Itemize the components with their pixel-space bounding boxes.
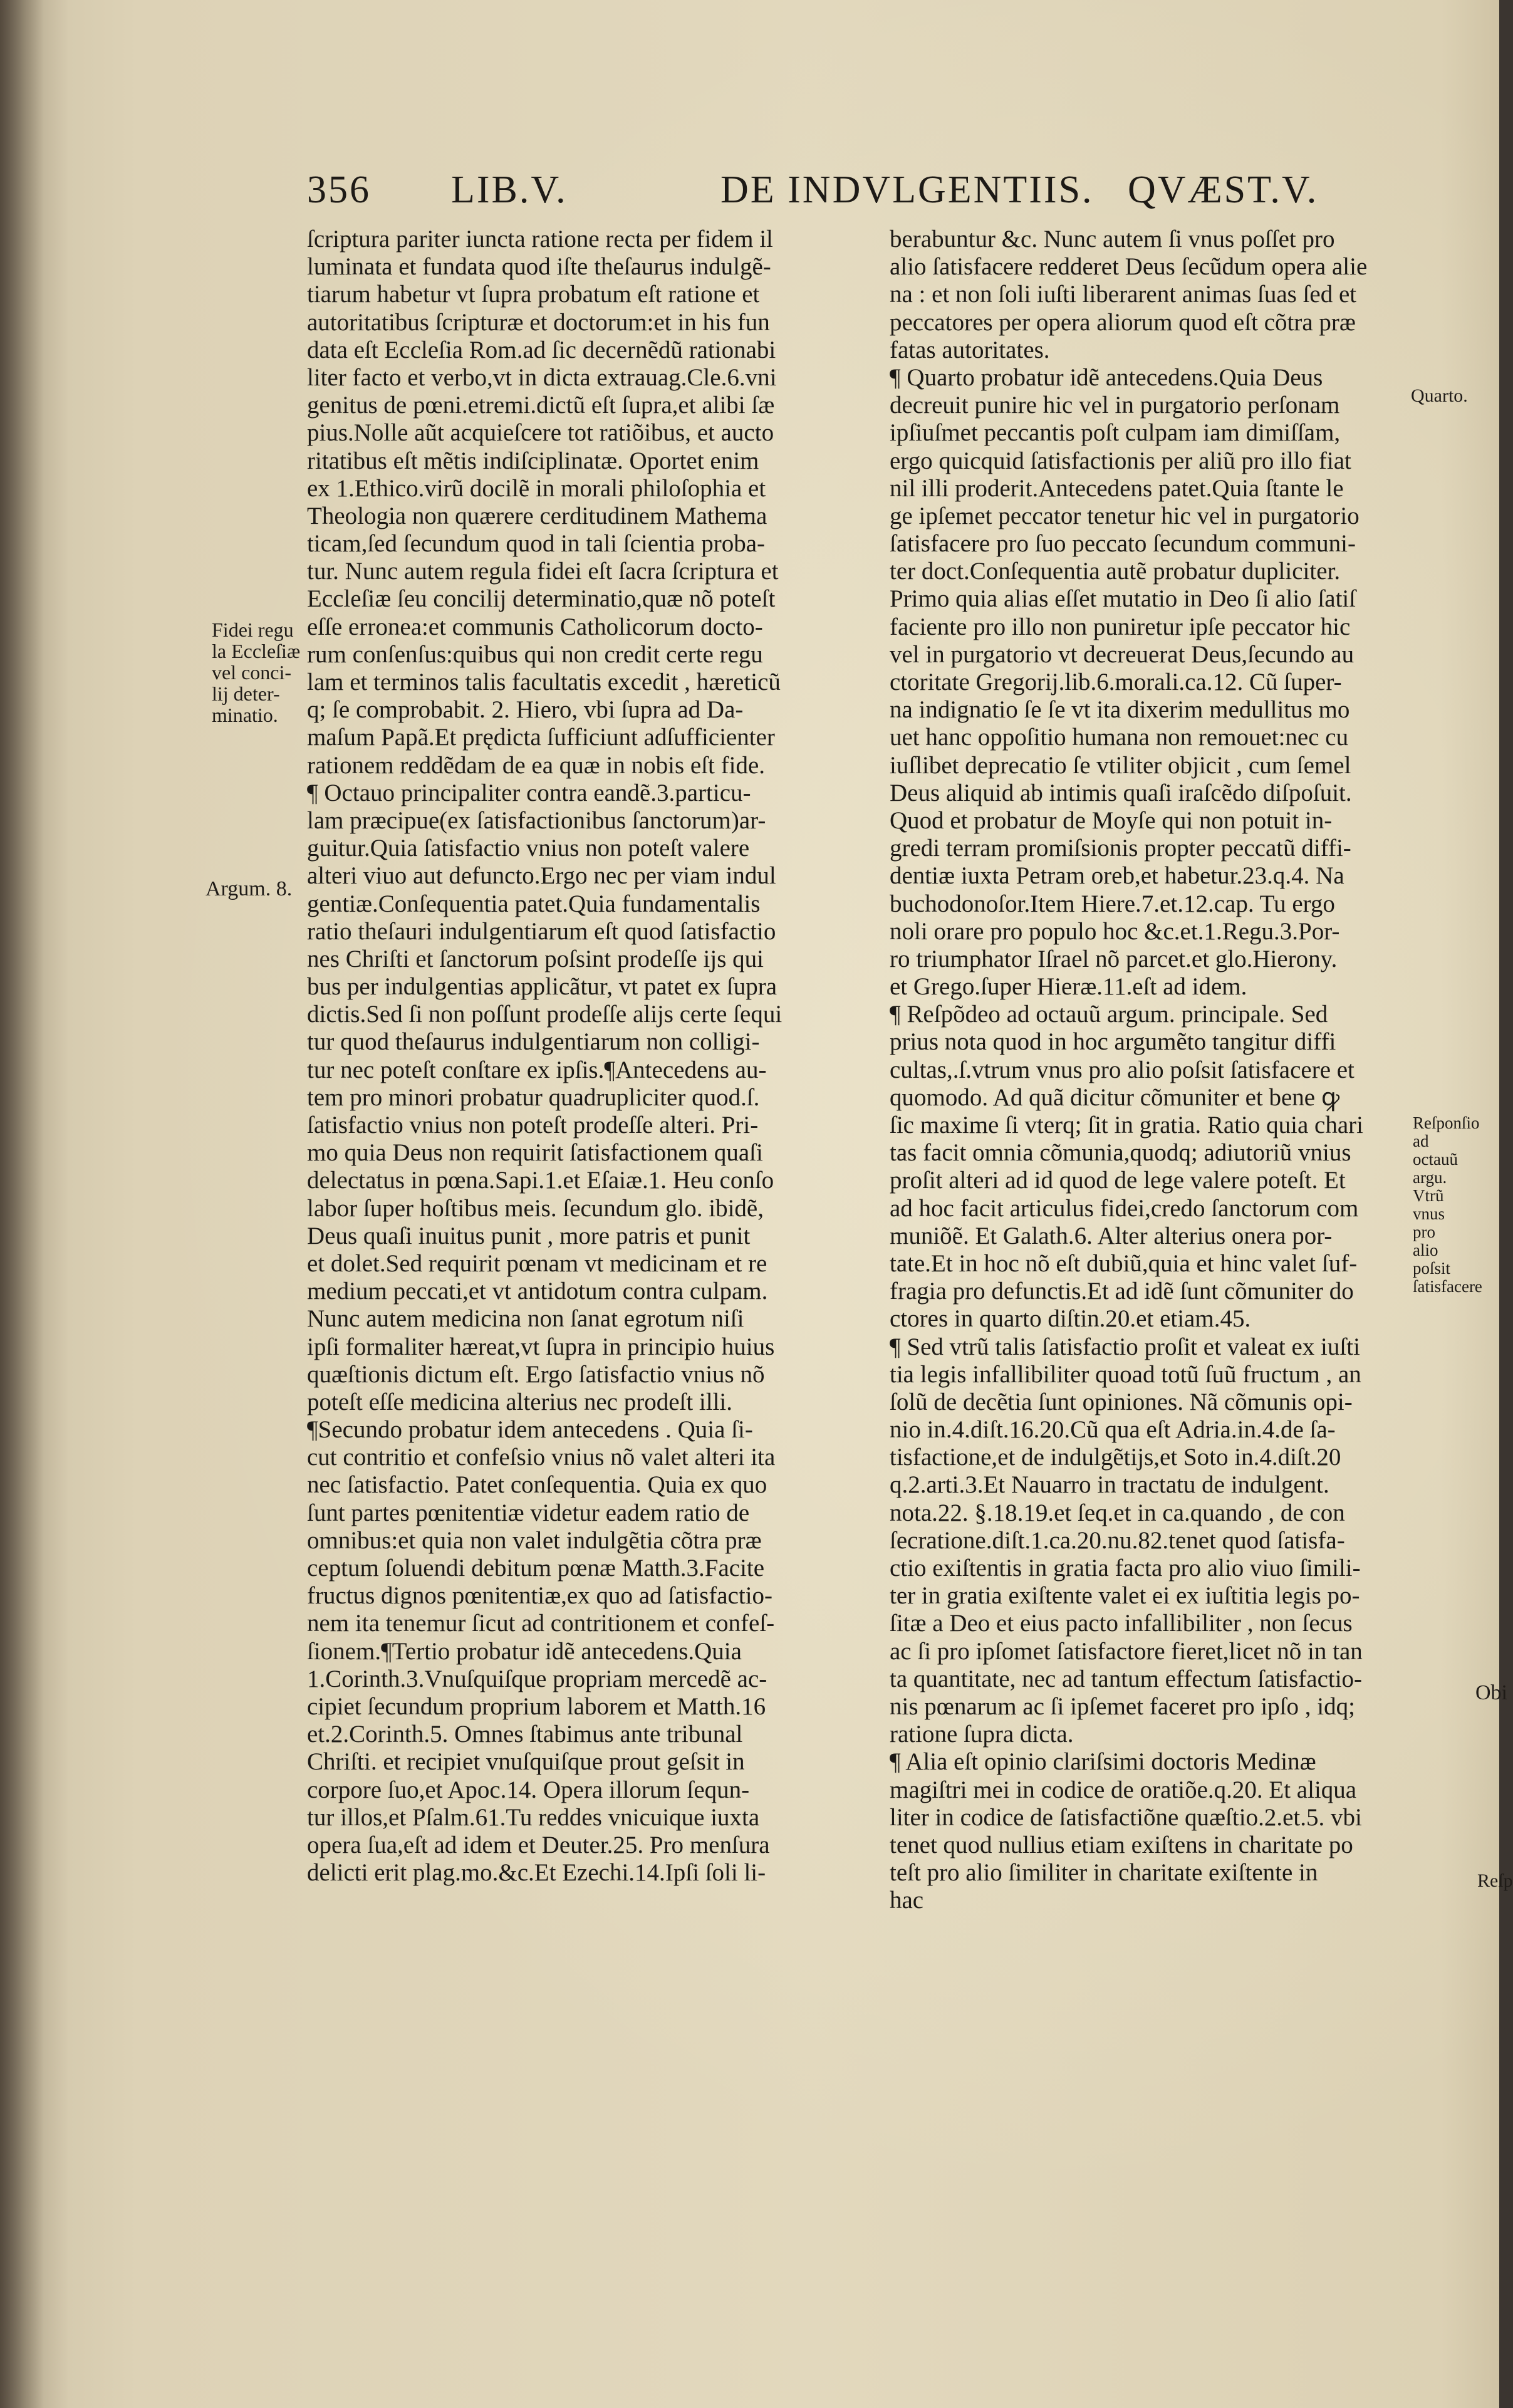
text-line: ſatisfacere pro ſuo peccato ſecundum communi- [890,530,1356,558]
text-line: liter in codice de ſatisfactiõne quæſtio.2.et.5. vbi [890,1803,1362,1831]
text-line: muniõẽ. Et Galath.6. Alter alterius onera por- [890,1222,1333,1249]
text-line: guitur.Quia ſatisfactio vnius non poteſt valere [307,835,750,862]
text-line: magiſtri mei in codice de oratiõe.q.20. Et aliqua [890,1776,1357,1803]
text-line: corpore ſuo,et Apoc.14. Opera illorum ſequn- [307,1776,750,1803]
text-line: ſecratione.diſt.1.ca.20.nu.82.tenet quod ſatisfa- [890,1526,1345,1554]
text-line: ter doct.Conſequentia autẽ probatur dupliciter. [890,558,1341,585]
text-line: tiarum habetur vt ſupra probatum eſt ratione et [307,281,760,308]
text-line: ſcriptura pariter iuncta ratione recta per fidem il [307,226,773,253]
text-line: berabuntur &c. Nunc autem ſi vnus poſſet pro [890,226,1335,253]
text-line: Chriſti. et recipiet vnuſquiſque prout geſsit in [307,1748,745,1776]
text-line: fragia pro defunctis.Et ad idẽ ſunt cõmuniter do [890,1278,1354,1305]
text-line: opera ſua,eſt ad idem et Deuter.25. Pro menſura [307,1831,770,1858]
text-line: ſitæ a Deo et eius pacto infallibiliter , non ſecus [890,1610,1353,1637]
text-line: luminata et fundata quod iſte theſaurus indulgẽ- [307,253,771,281]
text-line: na : et non ſoli iuſti liberarent animas ſuas ſed et [890,281,1357,308]
text-line: tate.Et in hoc nõ eſt dubiũ,quia et hinc valet ſuf- [890,1249,1358,1277]
text-line: tur. Nunc autem regula fidei eſt ſacra ſcriptura et [307,558,779,585]
text-line: ta quantitate, nec ad tantum effectum ſatisfactio- [890,1665,1363,1692]
text-line: ¶ Alia eſt opinio clariſsimi doctoris Medinæ [890,1748,1316,1776]
text-line: gentiæ.Conſequentia patet.Quia fundamentalis [307,890,761,917]
text-line: fatas autoritates. [890,336,1050,363]
text-line: ergo quicquid ſatisfactionis per aliũ pro illo fiat [890,447,1351,474]
text-line: et.2.Corinth.5. Omnes ſtabimus ante tribunal [307,1721,743,1748]
text-line: omnibus:et quia non valet indulgẽtia cõtra præ [307,1526,762,1554]
text-line: tur quod theſaurus indulgentiarum non colligi- [307,1028,760,1056]
text-line: q; ſe comprobabit. 2. Hiero, vbi ſupra ad Da- [307,696,744,724]
text-line: Quod et probatur de Moyſe qui non potuit in- [890,806,1333,834]
text-line: tur nec poteſt conſtare ex ipſis.¶Antecedens au- [307,1056,767,1083]
text-line: proſit alteri ad id quod de lege valere poteſt. Et [890,1167,1346,1194]
text-line: ¶ Octauo principaliter contra eandẽ.3.particu- [307,779,751,806]
text-line: iuſlibet deprecatio ſe vtiliter objicit , cum ſemel [890,751,1351,779]
text-line: na indignatio ſe ſe vt ita dixerim medullitus mo [890,696,1350,724]
text-line: ticam,ſed ſecundum quod in tali ſcientia proba- [307,530,766,558]
text-line: Deus aliquid ab intimis quaſi iraſcẽdo diſpoſuit. [890,779,1352,806]
text-line: nota.22. §.18.19.et ſeq.et in ca.quando , de con [890,1499,1345,1526]
text-line: poteſt eſſe medicina alterius nec prodeſt illi. [307,1388,733,1415]
text-line: cipiet ſecundum proprium laborem et Matth.16 [307,1692,766,1720]
text-line: vel in purgatorio vt decreuerat Deus,ſecundo au [890,640,1354,668]
text-line: q.2.arti.3.Et Nauarro in tractatu de indulgent. [890,1471,1329,1499]
right-text-column [890,226,1410,1914]
text-line: ctoritate Gregorij.lib.6.morali.ca.12. Cũ ſuper- [890,669,1342,696]
text-line: ex 1.Ethico.virũ docilẽ in morali philoſophia et [307,474,766,502]
text-line: pius.Nolle aũt acquieſcere tot ratiõibus, et aucto [307,419,774,447]
text-line: ſunt partes pœnitentiæ videtur eadem ratio de [307,1499,750,1526]
margin-note-obi: Obi [1475,1681,1507,1704]
text-line: quæſtionis dictum eſt. Ergo ſatisfactio vnius nõ [307,1360,765,1388]
text-line: buchodonoſor.Item Hiere.7.et.12.cap. Tu ergo [890,890,1335,917]
text-line: et dolet.Sed requirit pœnam vt medicinam et re [307,1249,767,1277]
text-line: cut contritio et confeſsio vnius nõ valet alteri ita [307,1444,776,1471]
text-line: faciente pro illo non puniretur ipſe peccator hic [890,613,1351,640]
text-line: autoritatibus ſcripturæ et doctorum:et in his fun [307,308,770,336]
text-line: tas facit omnia cõmunia,quodq; adiutoriũ vnius [890,1139,1351,1167]
text-line: ratione ſupra dicta. [890,1721,1074,1748]
text-line: 1.Corinth.3.Vnuſquiſque propriam mercedẽ ac- [307,1665,767,1692]
text-line: ro triumphator Iſrael nõ parcet.et glo.Hierony. [890,945,1338,972]
text-line: eſſe erronea:et communis Catholicorum docto- [307,613,763,640]
text-line: delicti erit plag.mo.&c.Et Ezechi.14.Ipſi ſoli li- [307,1859,766,1887]
text-line: ¶Secundo probatur idem antecedens . Quia ſi- [307,1416,753,1444]
text-line: uet hanc oppoſitio humana non remouet:nec cu [890,724,1349,751]
text-line: bus per indulgentias applicãtur, vt patet ex ſupra [307,973,777,1001]
margin-note-resp: Reſp [1477,1870,1513,1891]
text-line: nec ſatisfactio. Patet conſequentia. Quia ex quo [307,1471,767,1499]
text-line: ctores in quarto diſtin.20.et etiam.45. [890,1305,1251,1333]
margin-note-responsio: Reſponſio ad octauũ argu. Vtrũ vnus pro alio poſsit ſatisfacere [1413,1113,1482,1296]
text-line: nes Chriſti et ſanctorum poſsint prodeſſe ijs qui [307,945,764,972]
text-line: nis pœnarum ac ſi ipſemet faceret pro ipſo , idq; [890,1692,1355,1720]
text-line: ipſiuſmet peccantis poſt culpam iam dimiſſam, [890,419,1341,447]
text-line: genitus de pœni.etremi.dictũ eſt ſupra,et alibi ſæ [307,392,775,419]
text-line: tisfactione,et de indulgẽtijs,et Soto in.4.diſt.20 [890,1444,1341,1471]
margin-note-argum: Argum. 8. [205,877,293,900]
text-line: tia legis infallibiliter quoad totũ ſuũ fructum , an [890,1360,1361,1388]
text-line: nil illi proderit.Antecedens patet.Quia ſtante le [890,474,1344,502]
text-line: labor ſuper hoſtibus meis. ſecundum glo. ibidẽ, [307,1194,764,1222]
text-line: rationem reddẽdam de ea quæ in nobis eſt fide. [307,751,766,779]
text-line: ge ipſemet peccator tenetur hic vel in purgatorio [890,502,1360,529]
text-line: noli orare pro populo hoc &c.et.1.Regu.3.Por- [890,917,1340,945]
running-header [301,168,1328,218]
text-line: ipſi formaliter hæreat,vt ſupra in principio huius [307,1333,775,1360]
text-line: data eſt Eccleſia Rom.ad ſic decernẽdũ rationabi [307,336,776,363]
text-line: quomodo. Ad quã dicitur cõmuniter et bene ꝙ [890,1083,1340,1111]
binding-shadow [0,0,44,2408]
text-line: ratio theſauri indulgentiarum eſt quod ſatisfactio [307,917,776,945]
text-line: gredi terram promiſsionis propter peccatũ diffi- [890,835,1351,862]
text-line: rum conſenſus:quibus qui non credit certe regu [307,640,763,668]
text-line: hac [890,1887,924,1914]
text-line: Nunc autem medicina non ſanat egrotum niſi [307,1305,744,1333]
text-line: peccatores per opera aliorum quod eſt cõtra præ [890,308,1356,336]
text-line: Primo quia alias eſſet mutatio in Deo ſi alio ſatiſ [890,585,1356,613]
text-line: tur illos,et Pſalm.61.Tu reddes vnicuique iuxta [307,1803,760,1831]
text-line: tenet quod nullius etiam exiſtens in charitate po [890,1831,1353,1858]
book-label: LIB.V. [451,169,568,211]
text-line: ſolũ de decẽtia ſunt opiniones. Nã cõmunis opi- [890,1388,1353,1415]
text-line: alio ſatisfacere redderet Deus ſecũdum opera alie [890,253,1368,281]
section-title: DE INDVLGENTIIS. [720,169,1094,211]
text-line: cultas,.ſ.vtrum vnus pro alio poſsit ſatisfacere et [890,1056,1354,1083]
text-line: nio in.4.diſt.16.20.Cũ qua eſt Adria.in.4.de ſa- [890,1416,1336,1444]
text-line: tem pro minori probatur quadrupliciter quod.ſ. [307,1083,760,1111]
text-line: ſionem.¶Tertio probatur idẽ antecedens.Quia [307,1637,742,1665]
text-line: ad hoc facit articulus fidei,credo ſanctorum com [890,1194,1359,1222]
text-line: et Grego.ſuper Hieræ.11.eſt ad idem. [890,973,1247,1001]
text-line: dentiæ iuxta Petram oreb,et habetur.23.q.4. Na [890,862,1344,890]
text-line: ¶ Sed vtrũ talis ſatisfactio proſit et valeat ex iuſti [890,1333,1360,1360]
text-line: lam præcipue(ex ſatisfactionibus ſanctorum)ar- [307,806,766,834]
text-line: ¶ Reſpõdeo ad octauũ argum. principale. Sed [890,1001,1328,1028]
text-line: lam et terminos talis facultatis excedit , hæreticũ [307,669,781,696]
text-line: teſt pro alio ſimiliter in charitate exiſtente in [890,1859,1318,1887]
text-line: fructus dignos pœnitentiæ,ex quo ad ſatisfactio- [307,1582,773,1610]
text-line: ritatibus eſt mẽtis indiſciplinatæ. Oportet enim [307,447,759,474]
margin-note-fidei: Fidei regu la Eccleſiæ vel conci- lij deter- minatio. [212,618,301,726]
text-line: ac ſi pro ipſomet ſatisfactore fieret,licet nõ in tan [890,1637,1363,1665]
text-line: nem ita tenemur ſicut ad contritionem et confeſ- [307,1610,775,1637]
left-text-column [307,226,865,1887]
text-line: decreuit punire hic vel in purgatorio perſonam [890,392,1340,419]
text-line: dictis.Sed ſi non poſſunt prodeſſe alijs certe ſequi [307,1001,782,1028]
text-line: ſic maxime ſi vterq; ſit in gratia. Ratio quia chari [890,1112,1363,1139]
text-line: prius nota quod in hoc argumẽto tangitur diffi [890,1028,1336,1056]
page-number: 356 [307,169,371,211]
text-line: maſum Papã.Et prędicta ſufficiunt adſufficienter [307,724,775,751]
text-line: ter in gratia exiſtente valet ei ex iuſtitia legis po- [890,1582,1360,1610]
question-label: QVÆST.V. [1128,169,1319,211]
text-line: Eccleſiæ ſeu concilij determinatio,quæ nõ poteſt [307,585,776,613]
text-line: ¶ Quarto probatur idẽ antecedens.Quia Deus [890,363,1323,391]
text-line: ceptum ſoluendi debitum pœnæ Matth.3.Facite [307,1555,765,1582]
text-line: liter facto et verbo,vt in dicta extrauag.Cle.6.vni [307,363,777,391]
text-line: delectatus in pœna.Sapi.1.et Eſaiæ.1. Heu conſo [307,1167,774,1194]
text-line: ctio exiſtentis in gratia facta pro alio viuo ſimili- [890,1555,1361,1582]
margin-note-quarto: Quarto. [1411,385,1468,406]
text-line: alteri viuo aut defuncto.Ergo nec per viam indul [307,862,776,890]
text-line: Deus quaſi inuitus punit , more patris et punit [307,1222,751,1249]
text-line: Theologia non quærere cerditudinem Mathema [307,502,767,529]
text-line: mo quia Deus non requirit ſatisfactionem quaſi [307,1139,763,1167]
text-line: ſatisfactio vnius non poteſt prodeſſe alteri. Pri- [307,1112,759,1139]
text-line: medium peccati,et vt antidotum contra culpam. [307,1278,768,1305]
